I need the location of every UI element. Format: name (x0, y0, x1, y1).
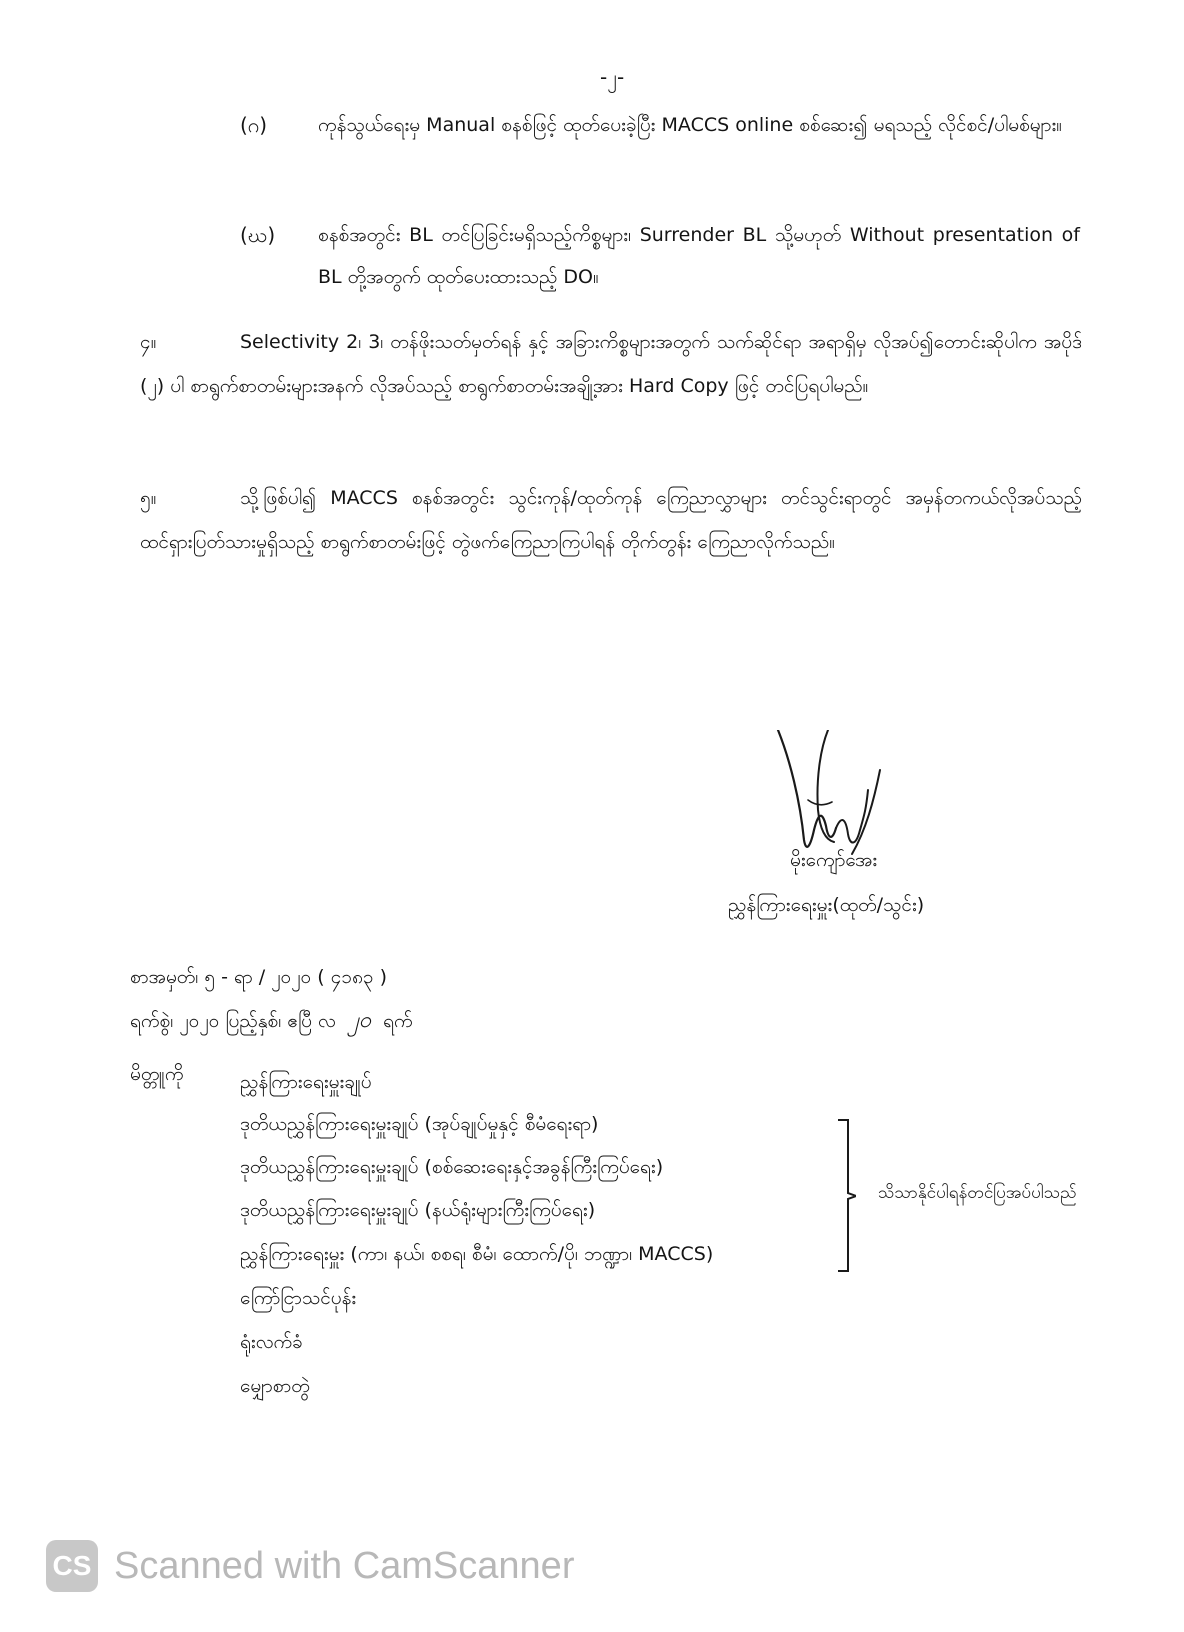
cc-bracket (836, 1118, 856, 1273)
bracket-note: သိသာနိုင်ပါရန်တင်ပြအပ်ပါသည် (878, 1183, 1077, 1203)
sub-item-marker: (ဂ) (240, 113, 268, 137)
signer-name: မိုးကျော်အေး (790, 849, 878, 871)
cc-item: ညွှန်ကြားရေးမှူးချုပ် (240, 1071, 372, 1093)
date-suffix: ရက် (383, 1010, 413, 1032)
paragraph-number: ၄။ (140, 331, 157, 353)
camscanner-watermark (46, 1538, 574, 1594)
cc-item: ရုံးလက်ခံ (240, 1331, 303, 1353)
paragraph-5 (140, 476, 1082, 564)
signer-title: ညွှန်ကြားရေးမှူး(ထုတ်/သွင်း) (728, 894, 925, 916)
camscanner-logo-icon: CS (46, 1540, 98, 1592)
date-prefix: ရက်စွဲ၊ ၂၀၂၀ ပြည့်နှစ်၊ ဧပြီ လ (130, 1010, 336, 1032)
cc-item: ညွှန်ကြားရေးမှူး (ကာ၊ နယ်၊ စစရ၊ စီမံ၊ ထောက်/ပို၊ ဘဏ္ဍာ၊ MACCS) (240, 1243, 714, 1265)
cc-item: ကြော်ငြာသင်ပုန်း (240, 1287, 357, 1309)
cc-item: မျှောစာတွဲ (240, 1375, 310, 1397)
cc-item: ဒုတိယညွှန်ကြားရေးမှူးချုပ် (အုပ်ချုပ်မှုနှင့် စီမံရေးရာ) (240, 1113, 599, 1135)
paragraph-number: ၅။ (140, 487, 157, 509)
handwritten-day: ၂၀ (347, 1008, 372, 1033)
sub-item-ga (240, 104, 1080, 194)
camscanner-text: Scanned with CamScanner (114, 1544, 575, 1587)
sub-item-text: စနစ်အတွင်း BL တင်ပြခြင်းမရှိသည့်ကိစ္စများ၊ Surrender BL သို့မဟုတ် Without presentation of BL တို့အတွက် ထုတ်ပေးထားသည့် DO။ (318, 224, 1080, 288)
reference-number: စာအမှတ်၊ ၅ - ရာ / ၂၀၂၀ ( ၄၁၈၃ ) (130, 966, 388, 988)
paragraph-4 (140, 320, 1082, 408)
paragraph-text: သို့ဖြစ်ပါ၍ MACCS စနစ်အတွင်း သွင်းကုန်/ထုတ်ကုန် ကြေညာလွှာများ တင်သွင်းရာတွင် အမှန်တကယ်လိုအပ်သည့် ထင်ရှားပြတ်သားမှုရှိသည့် စာရွက်စာတမ်းဖြင့် တွဲဖက်ကြေညာကြပါရန် တိုက်တွန်း ကြေညာလိုက်သည်။ (140, 487, 1082, 553)
date-line (130, 1005, 413, 1038)
cc-item: ဒုတိယညွှန်ကြားရေးမှူးချုပ် (စစ်ဆေးရေးနှင့်အခွန်ကြီးကြပ်ရေး) (240, 1156, 664, 1178)
sub-item-marker: (ဃ) (240, 223, 276, 247)
page-number: -၂- (600, 65, 625, 89)
cc-item: ဒုတိယညွှန်ကြားရေးမှူးချုပ် (နယ်ရုံးများကြီးကြပ်ရေး) (240, 1199, 596, 1221)
sub-item-gha (240, 214, 1080, 304)
cc-heading: မိတ္တူကို (130, 1063, 184, 1085)
sub-item-text: ကုန်သွယ်ရေးမှ Manual စနစ်ဖြင့် ထုတ်ပေးခဲ့ပြီး MACCS online စစ်ဆေး၍ မရသည့် လိုင်စင်/ပါမစ်များ။ (318, 114, 1063, 136)
paragraph-text: Selectivity 2၊ 3၊ တန်ဖိုးသတ်မှတ်ရန် နှင့် အခြားကိစ္စများအတွက် သက်ဆိုင်ရာ အရာရှိမှ လိုအပ်၍တောင်းဆိုပါက အပိုဒ် (၂) ပါ စာရွက်စာတမ်းများအနက် လိုအပ်သည့် စာရွက်စာတမ်းအချို့အား Hard Copy ဖြင့် တင်ပြရပါမည်။ (140, 331, 1082, 397)
